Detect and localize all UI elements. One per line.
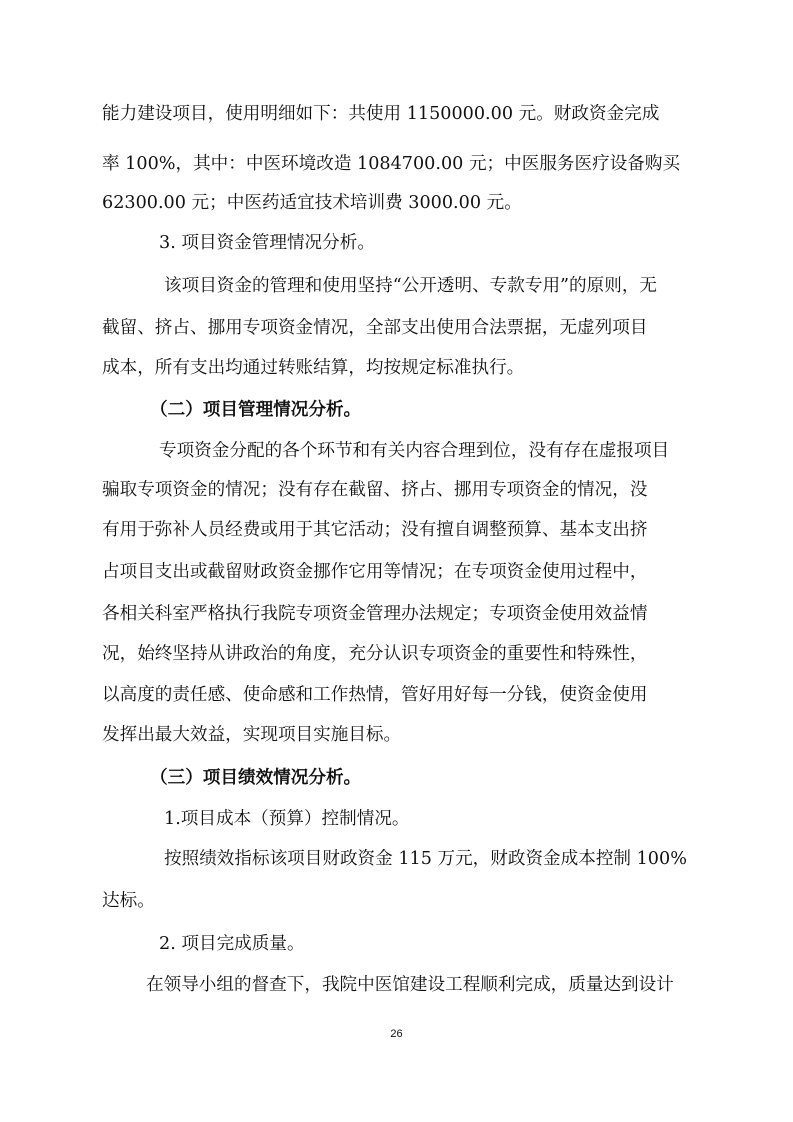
text-line: 截留、挤占、挪用专项资金情况，全部支出使用合法票据，无虚列项目 <box>102 318 648 338</box>
text-line: 况，始终坚持从讲政治的角度，充分认识专项资金的重要性和特殊性， <box>102 644 648 664</box>
section-heading: 1.项目成本（预算）控制情况。 <box>164 809 410 829</box>
text-line: 各相关科室严格执行我院专项资金管理办法规定；专项资金使用效益情 <box>102 604 648 624</box>
text-line: 有用于弥补人员经费或用于其它活动；没有擅自调整预算、基本支出挤 <box>102 520 648 540</box>
section-heading: （三）项目绩效情况分析。 <box>150 767 362 788</box>
page-number: 26 <box>390 1028 403 1040</box>
section-heading: （二）项目管理情况分析。 <box>150 399 362 420</box>
text-line: 按照绩效指标该项目财政资金 115 万元，财政资金成本控制 100% <box>164 849 687 869</box>
text-line: 发挥出最大效益，实现项目实施目标。 <box>102 725 402 745</box>
text-line: 该项目资金的管理和使用坚持“公开透明、专款专用”的原则，无 <box>164 276 658 296</box>
text-line: 以高度的责任感、使命感和工作热情，管好用好每一分钱，使资金使用 <box>102 685 648 705</box>
section-heading: 2. 项目完成质量。 <box>159 934 305 954</box>
text-line: 率 100%，其中：中医环境改造 1084700.00 元；中医服务医疗设备购买 <box>102 154 681 174</box>
text-line: 骗取专项资金的情况；没有存在截留、挤占、挪用专项资金的情况，没 <box>102 480 648 500</box>
text-line: 专项资金分配的各个环节和有关内容合理到位，没有存在虚报项目 <box>159 441 670 461</box>
section-heading: 3. 项目资金管理情况分析。 <box>159 233 375 253</box>
text-line: 占项目支出或截留财政资金挪作它用等情况；在专项资金使用过程中， <box>102 562 648 582</box>
text-line: 62300.00 元；中医药适宜技术培训费 3000.00 元。 <box>102 193 522 213</box>
text-line: 在领导小组的督查下，我院中医馆建设工程顺利完成，质量达到设计 <box>146 975 674 995</box>
text-line: 达标。 <box>102 891 155 911</box>
text-line: 能力建设项目，使用明细如下：共使用 1150000.00 元。财政资金完成 <box>102 104 660 124</box>
text-line: 成本，所有支出均通过转账结算，均按规定标准执行。 <box>102 358 525 378</box>
